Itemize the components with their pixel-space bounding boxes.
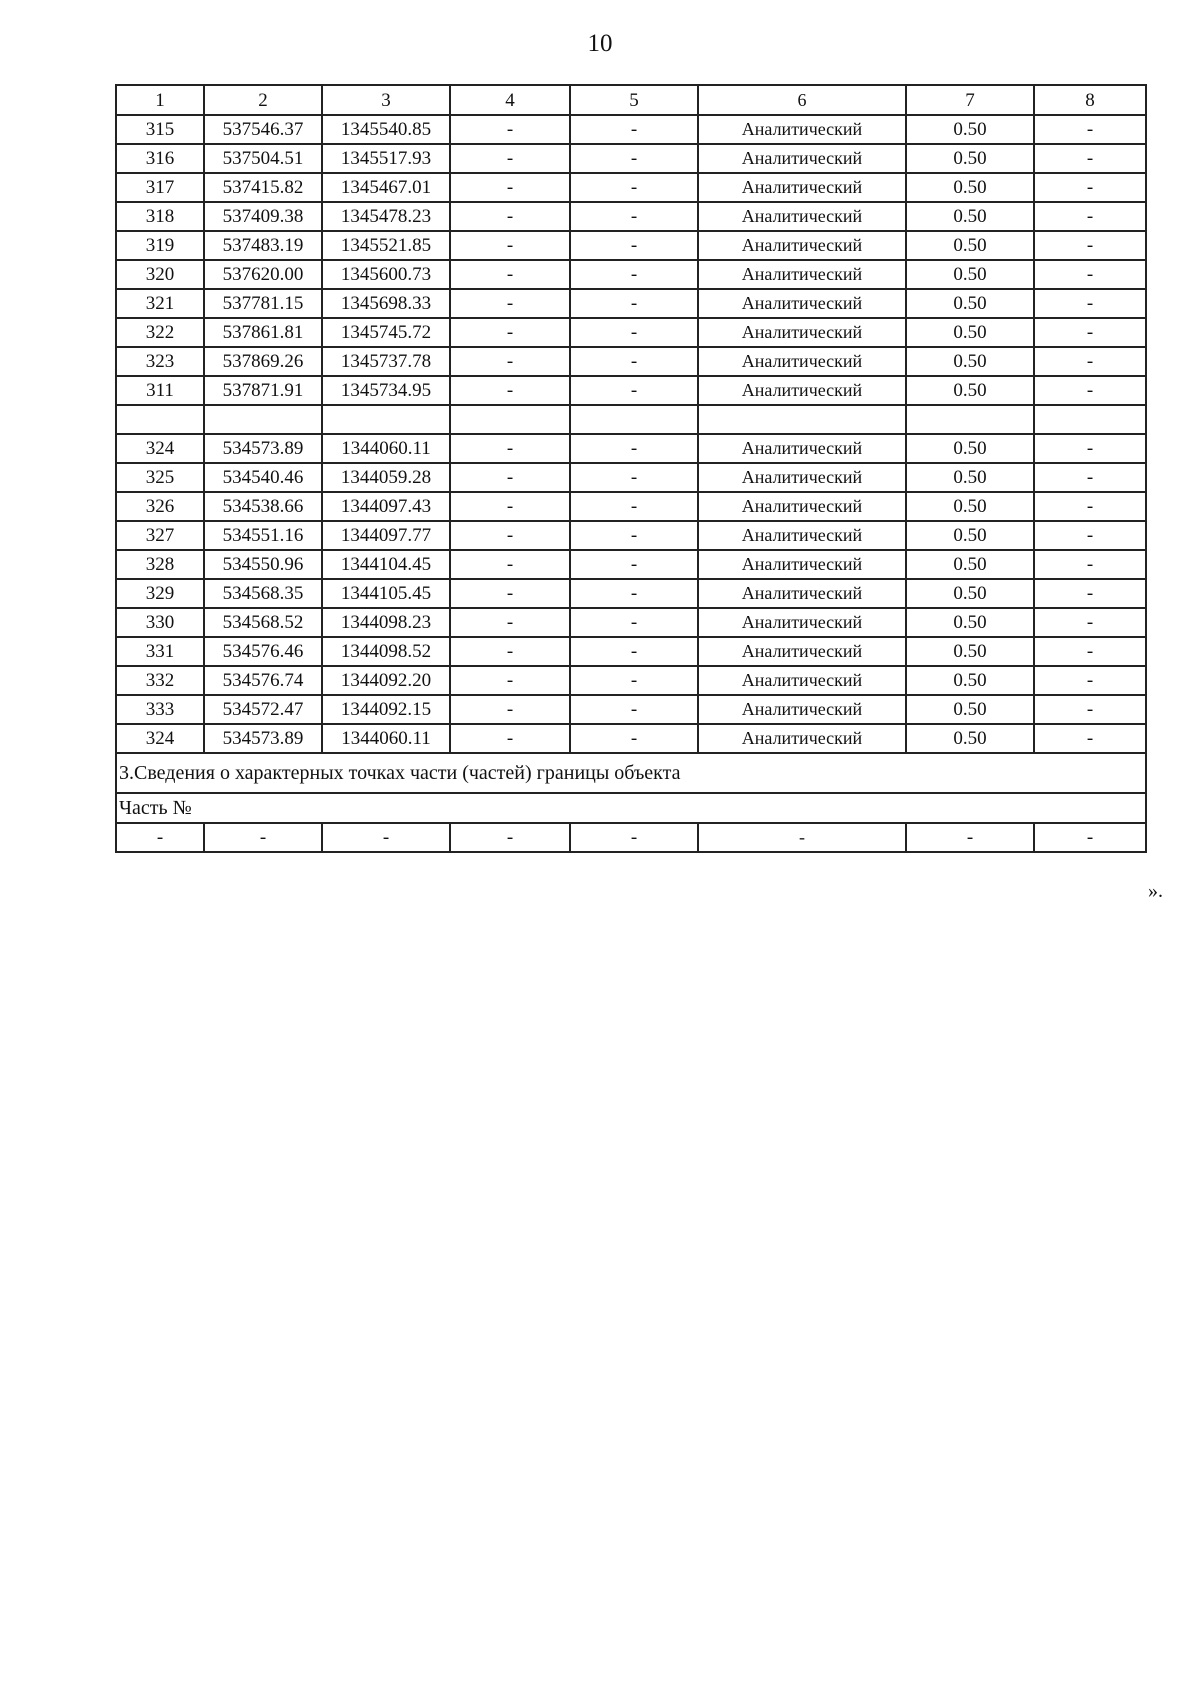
cell-col-5: - bbox=[570, 289, 698, 318]
table-row bbox=[116, 666, 1146, 695]
cell-col-4: - bbox=[450, 173, 570, 202]
cell-col-8: - bbox=[1034, 463, 1146, 492]
cell-method: Аналитический bbox=[698, 521, 906, 550]
cell-accuracy: 0.50 bbox=[906, 289, 1034, 318]
section-title: 3.Сведения о характерных точках части (частей) границы объекта bbox=[116, 753, 1146, 793]
cell-accuracy: 0.50 bbox=[906, 115, 1034, 144]
cell-coord-y: 1344097.43 bbox=[322, 492, 450, 521]
cell-method: Аналитический bbox=[698, 724, 906, 753]
cell-coord-y: 1345737.78 bbox=[322, 347, 450, 376]
cell-point-number: 323 bbox=[116, 347, 204, 376]
cell-accuracy: 0.50 bbox=[906, 492, 1034, 521]
cell-accuracy: 0.50 bbox=[906, 695, 1034, 724]
cell-col-5: - bbox=[570, 695, 698, 724]
cell-coord-x: 534551.16 bbox=[204, 521, 322, 550]
cell-method: Аналитический bbox=[698, 347, 906, 376]
section-title-row bbox=[116, 753, 1146, 793]
cell-col-8: 8 bbox=[1034, 85, 1146, 115]
cell-method: Аналитический bbox=[698, 608, 906, 637]
cell-col-4: - bbox=[450, 823, 570, 852]
cell-accuracy: - bbox=[906, 823, 1034, 852]
cell-coord-x: 537861.81 bbox=[204, 318, 322, 347]
cell-col-8: - bbox=[1034, 434, 1146, 463]
page-number: 10 bbox=[587, 30, 613, 57]
cell-point-number bbox=[116, 405, 204, 434]
cell-accuracy: 0.50 bbox=[906, 608, 1034, 637]
cell-col-8: - bbox=[1034, 666, 1146, 695]
coordinates-table bbox=[115, 84, 1147, 853]
table-row bbox=[116, 492, 1146, 521]
cell-coord-y: 3 bbox=[322, 85, 450, 115]
cell-accuracy: 0.50 bbox=[906, 347, 1034, 376]
cell-col-4: - bbox=[450, 724, 570, 753]
cell-col-8 bbox=[1034, 405, 1146, 434]
part-label: Часть № bbox=[116, 793, 1146, 823]
cell-col-5: - bbox=[570, 115, 698, 144]
table-row bbox=[116, 463, 1146, 492]
cell-accuracy bbox=[906, 405, 1034, 434]
cell-accuracy: 0.50 bbox=[906, 144, 1034, 173]
cell-coord-y: 1344060.11 bbox=[322, 724, 450, 753]
cell-method: Аналитический bbox=[698, 115, 906, 144]
cell-coord-y: 1344092.20 bbox=[322, 666, 450, 695]
table-row bbox=[116, 347, 1146, 376]
cell-coord-x: 537546.37 bbox=[204, 115, 322, 144]
cell-coord-x: 534550.96 bbox=[204, 550, 322, 579]
cell-coord-x: 537483.19 bbox=[204, 231, 322, 260]
cell-method: Аналитический bbox=[698, 463, 906, 492]
cell-col-8: - bbox=[1034, 608, 1146, 637]
cell-col-8: - bbox=[1034, 347, 1146, 376]
cell-col-4: - bbox=[450, 202, 570, 231]
cell-col-8: - bbox=[1034, 695, 1146, 724]
cell-col-5: - bbox=[570, 202, 698, 231]
cell-coord-x: 537620.00 bbox=[204, 260, 322, 289]
cell-col-4: - bbox=[450, 608, 570, 637]
cell-col-8: - bbox=[1034, 724, 1146, 753]
cell-coord-x bbox=[204, 405, 322, 434]
cell-coord-x: 537871.91 bbox=[204, 376, 322, 405]
cell-col-5: - bbox=[570, 318, 698, 347]
cell-accuracy: 0.50 bbox=[906, 202, 1034, 231]
cell-accuracy: 0.50 bbox=[906, 434, 1034, 463]
table-row bbox=[116, 376, 1146, 405]
cell-col-4: - bbox=[450, 463, 570, 492]
cell-col-4: - bbox=[450, 666, 570, 695]
cell-col-4 bbox=[450, 405, 570, 434]
table-row bbox=[116, 231, 1146, 260]
cell-col-4: - bbox=[450, 579, 570, 608]
cell-accuracy: 0.50 bbox=[906, 173, 1034, 202]
cell-col-5 bbox=[570, 405, 698, 434]
cell-col-5: - bbox=[570, 666, 698, 695]
cell-point-number: 327 bbox=[116, 521, 204, 550]
cell-method: Аналитический bbox=[698, 144, 906, 173]
cell-coord-x: 534573.89 bbox=[204, 434, 322, 463]
cell-method: Аналитический bbox=[698, 434, 906, 463]
cell-method: Аналитический bbox=[698, 579, 906, 608]
cell-point-number: 319 bbox=[116, 231, 204, 260]
cell-coord-x: 534576.46 bbox=[204, 637, 322, 666]
cell-point-number: 324 bbox=[116, 434, 204, 463]
cell-col-4: 4 bbox=[450, 85, 570, 115]
table-row bbox=[116, 579, 1146, 608]
cell-col-4: - bbox=[450, 434, 570, 463]
cell-point-number: 332 bbox=[116, 666, 204, 695]
cell-accuracy: 0.50 bbox=[906, 666, 1034, 695]
cell-method: Аналитический bbox=[698, 231, 906, 260]
cell-coord-y: 1345734.95 bbox=[322, 376, 450, 405]
cell-point-number: 318 bbox=[116, 202, 204, 231]
cell-accuracy: 0.50 bbox=[906, 318, 1034, 347]
table-row bbox=[116, 318, 1146, 347]
cell-col-8: - bbox=[1034, 521, 1146, 550]
cell-method: Аналитический bbox=[698, 695, 906, 724]
cell-col-5: - bbox=[570, 231, 698, 260]
coordinates-table-wrapper bbox=[115, 84, 1145, 853]
cell-col-5: - bbox=[570, 637, 698, 666]
cell-coord-y: 1345540.85 bbox=[322, 115, 450, 144]
cell-col-4: - bbox=[450, 695, 570, 724]
cell-point-number: 328 bbox=[116, 550, 204, 579]
cell-col-5: - bbox=[570, 492, 698, 521]
cell-accuracy: 0.50 bbox=[906, 637, 1034, 666]
cell-accuracy: 7 bbox=[906, 85, 1034, 115]
table-row bbox=[116, 695, 1146, 724]
cell-col-4: - bbox=[450, 144, 570, 173]
cell-col-5: - bbox=[570, 608, 698, 637]
cell-col-5: - bbox=[570, 144, 698, 173]
blank-separator-row bbox=[116, 405, 1146, 434]
cell-coord-x: 537409.38 bbox=[204, 202, 322, 231]
cell-coord-y: 1345745.72 bbox=[322, 318, 450, 347]
cell-col-4: - bbox=[450, 289, 570, 318]
cell-col-8: - bbox=[1034, 492, 1146, 521]
cell-accuracy: 0.50 bbox=[906, 463, 1034, 492]
table-row bbox=[116, 521, 1146, 550]
cell-col-8: - bbox=[1034, 144, 1146, 173]
cell-coord-x: 537415.82 bbox=[204, 173, 322, 202]
cell-col-8: - bbox=[1034, 202, 1146, 231]
cell-col-4: - bbox=[450, 492, 570, 521]
cell-col-4: - bbox=[450, 260, 570, 289]
part-label-row bbox=[116, 793, 1146, 823]
cell-coord-y: 1344092.15 bbox=[322, 695, 450, 724]
cell-coord-y: 1345478.23 bbox=[322, 202, 450, 231]
table-row bbox=[116, 202, 1146, 231]
table-body bbox=[116, 85, 1146, 852]
table-row bbox=[116, 434, 1146, 463]
cell-accuracy: 0.50 bbox=[906, 550, 1034, 579]
cell-col-8: - bbox=[1034, 579, 1146, 608]
cell-method: Аналитический bbox=[698, 492, 906, 521]
cell-col-8: - bbox=[1034, 550, 1146, 579]
cell-accuracy: 0.50 bbox=[906, 724, 1034, 753]
table-row bbox=[116, 724, 1146, 753]
cell-col-8: - bbox=[1034, 376, 1146, 405]
cell-accuracy: 0.50 bbox=[906, 376, 1034, 405]
cell-point-number: 320 bbox=[116, 260, 204, 289]
part-data-row bbox=[116, 823, 1146, 852]
cell-point-number: 316 bbox=[116, 144, 204, 173]
cell-method: Аналитический bbox=[698, 550, 906, 579]
cell-col-5: 5 bbox=[570, 85, 698, 115]
cell-coord-x: 534573.89 bbox=[204, 724, 322, 753]
cell-coord-y: 1344098.52 bbox=[322, 637, 450, 666]
cell-col-5: - bbox=[570, 463, 698, 492]
cell-col-8: - bbox=[1034, 637, 1146, 666]
cell-coord-x: 534568.35 bbox=[204, 579, 322, 608]
cell-col-4: - bbox=[450, 376, 570, 405]
cell-method: - bbox=[698, 823, 906, 852]
cell-point-number: 322 bbox=[116, 318, 204, 347]
cell-point-number: 317 bbox=[116, 173, 204, 202]
cell-col-8: - bbox=[1034, 318, 1146, 347]
cell-method: Аналитический bbox=[698, 318, 906, 347]
cell-col-8: - bbox=[1034, 260, 1146, 289]
cell-point-number: 330 bbox=[116, 608, 204, 637]
cell-col-4: - bbox=[450, 115, 570, 144]
cell-coord-x: 537504.51 bbox=[204, 144, 322, 173]
table-row bbox=[116, 260, 1146, 289]
cell-col-4: - bbox=[450, 231, 570, 260]
cell-coord-y: 1344059.28 bbox=[322, 463, 450, 492]
cell-col-4: - bbox=[450, 550, 570, 579]
cell-col-5: - bbox=[570, 434, 698, 463]
closing-quote: ». bbox=[1148, 880, 1163, 902]
cell-col-8: - bbox=[1034, 289, 1146, 318]
table-row bbox=[116, 173, 1146, 202]
cell-accuracy: 0.50 bbox=[906, 579, 1034, 608]
cell-point-number: 325 bbox=[116, 463, 204, 492]
cell-col-5: - bbox=[570, 347, 698, 376]
cell-col-8: - bbox=[1034, 115, 1146, 144]
cell-col-5: - bbox=[570, 173, 698, 202]
cell-col-8: - bbox=[1034, 823, 1146, 852]
cell-method: Аналитический bbox=[698, 666, 906, 695]
cell-col-5: - bbox=[570, 521, 698, 550]
cell-col-4: - bbox=[450, 521, 570, 550]
cell-coord-x: 2 bbox=[204, 85, 322, 115]
cell-col-4: - bbox=[450, 347, 570, 376]
cell-col-4: - bbox=[450, 637, 570, 666]
table-row bbox=[116, 550, 1146, 579]
table-row bbox=[116, 637, 1146, 666]
cell-point-number: 321 bbox=[116, 289, 204, 318]
cell-point-number: 324 bbox=[116, 724, 204, 753]
cell-coord-y: 1345600.73 bbox=[322, 260, 450, 289]
cell-coord-x: 537869.26 bbox=[204, 347, 322, 376]
table-row bbox=[116, 115, 1146, 144]
cell-col-4: - bbox=[450, 318, 570, 347]
cell-coord-y: 1345467.01 bbox=[322, 173, 450, 202]
cell-coord-y: 1344097.77 bbox=[322, 521, 450, 550]
cell-coord-y: 1344098.23 bbox=[322, 608, 450, 637]
cell-col-5: - bbox=[570, 550, 698, 579]
cell-method: Аналитический bbox=[698, 202, 906, 231]
cell-coord-y: - bbox=[322, 823, 450, 852]
cell-accuracy: 0.50 bbox=[906, 231, 1034, 260]
cell-coord-x: 534572.47 bbox=[204, 695, 322, 724]
cell-accuracy: 0.50 bbox=[906, 521, 1034, 550]
cell-point-number: - bbox=[116, 823, 204, 852]
cell-method: Аналитический bbox=[698, 289, 906, 318]
cell-coord-y: 1344104.45 bbox=[322, 550, 450, 579]
cell-point-number: 315 bbox=[116, 115, 204, 144]
table-row bbox=[116, 289, 1146, 318]
cell-coord-y: 1345517.93 bbox=[322, 144, 450, 173]
cell-method: Аналитический bbox=[698, 637, 906, 666]
cell-coord-y: 1344105.45 bbox=[322, 579, 450, 608]
cell-point-number: 333 bbox=[116, 695, 204, 724]
cell-col-5: - bbox=[570, 376, 698, 405]
table-row bbox=[116, 608, 1146, 637]
cell-col-5: - bbox=[570, 823, 698, 852]
cell-coord-y: 1345521.85 bbox=[322, 231, 450, 260]
cell-point-number: 329 bbox=[116, 579, 204, 608]
cell-method: Аналитический bbox=[698, 376, 906, 405]
cell-col-8: - bbox=[1034, 173, 1146, 202]
cell-accuracy: 0.50 bbox=[906, 260, 1034, 289]
cell-method bbox=[698, 405, 906, 434]
cell-method: 6 bbox=[698, 85, 906, 115]
cell-coord-y: 1345698.33 bbox=[322, 289, 450, 318]
cell-method: Аналитический bbox=[698, 260, 906, 289]
cell-method: Аналитический bbox=[698, 173, 906, 202]
cell-col-5: - bbox=[570, 579, 698, 608]
cell-point-number: 311 bbox=[116, 376, 204, 405]
cell-col-5: - bbox=[570, 724, 698, 753]
cell-coord-x: 534538.66 bbox=[204, 492, 322, 521]
cell-coord-y bbox=[322, 405, 450, 434]
cell-coord-x: 534540.46 bbox=[204, 463, 322, 492]
cell-point-number: 326 bbox=[116, 492, 204, 521]
cell-coord-x: - bbox=[204, 823, 322, 852]
cell-coord-x: 537781.15 bbox=[204, 289, 322, 318]
table-row bbox=[116, 144, 1146, 173]
cell-point-number: 331 bbox=[116, 637, 204, 666]
cell-coord-x: 534576.74 bbox=[204, 666, 322, 695]
cell-col-8: - bbox=[1034, 231, 1146, 260]
cell-coord-x: 534568.52 bbox=[204, 608, 322, 637]
cell-point-number: 1 bbox=[116, 85, 204, 115]
column-header-row bbox=[116, 85, 1146, 115]
cell-col-5: - bbox=[570, 260, 698, 289]
cell-coord-y: 1344060.11 bbox=[322, 434, 450, 463]
